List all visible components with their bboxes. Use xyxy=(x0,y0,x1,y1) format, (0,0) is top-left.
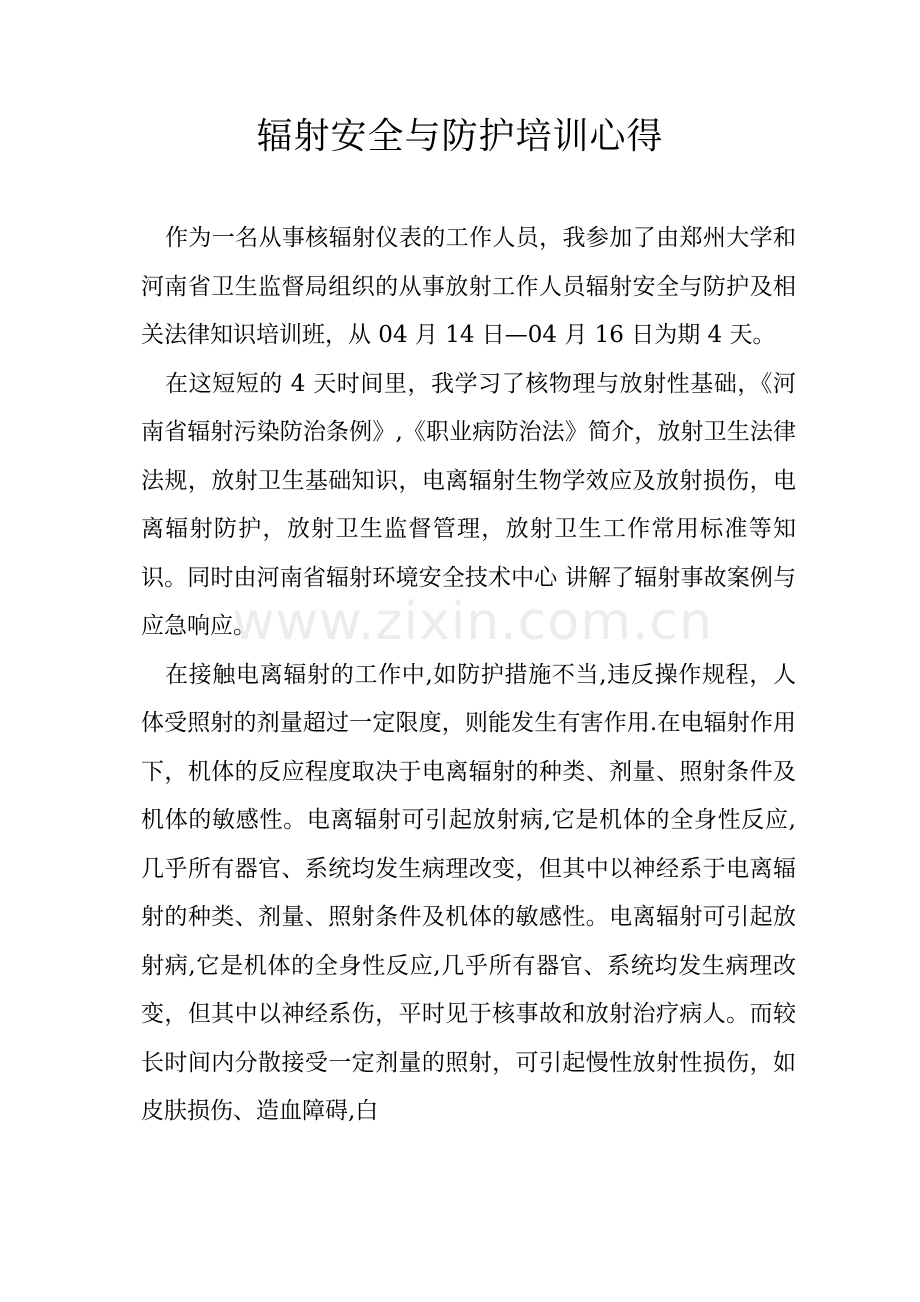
paragraph-3: 在接触电离辐射的工作中,如防护措施不当,违反操作规程，人体受照射的剂量超过一定限度，则能发生有害作用.在电辐射作用下，机体的反应程度取决于电离辐射的种类、剂量、照射条件及机体的敏感性。电离辐射可引起放射病,它是机体的全身性反应,几乎所有器官、系统均发生病理改变，但其中以神经系于电离辐射的种类、剂量、照射条件及机体的敏感性。电离辐射可引起放射病,它是机体的全身性反应,几乎所有器官、系统均发生病理改变，但其中以神经系伤，平时见于核事故和放射治疗病人。而较长时间内分散接受一定剂量的照射，可引起慢性放射性损伤，如皮肤损伤、造血障碍,白 xyxy=(141,661,796,1124)
watermark: www.zixin.com.cn xyxy=(232,592,713,652)
document-body xyxy=(141,214,796,1136)
paragraph-2: 在这短短的 4 天时间里，我学习了核物理与放射性基础，《河南省辐射污染防治条例》,《职业病防治法》简介，放射卫生法律法规，放射卫生基础知识，电离辐射生物学效应及放射损伤，电离辐射防护，放射卫生监督管理，放射卫生工作常用标准等知识。同时由河南省辐射环境安全技术中心 讲解了辐射事故案例与应急响应。 xyxy=(141,370,796,639)
paragraph-1: 作为一名从事核辐射仪表的工作人员，我参加了由郑州大学和河南省卫生监督局组织的从事放射工作人员辐射安全与防护及相关法律知识培训班，从 04 月 14 日—04 月 16 日为期 4 天。 xyxy=(141,225,796,348)
document-title: 辐射安全与防护培训心得 xyxy=(256,116,664,157)
